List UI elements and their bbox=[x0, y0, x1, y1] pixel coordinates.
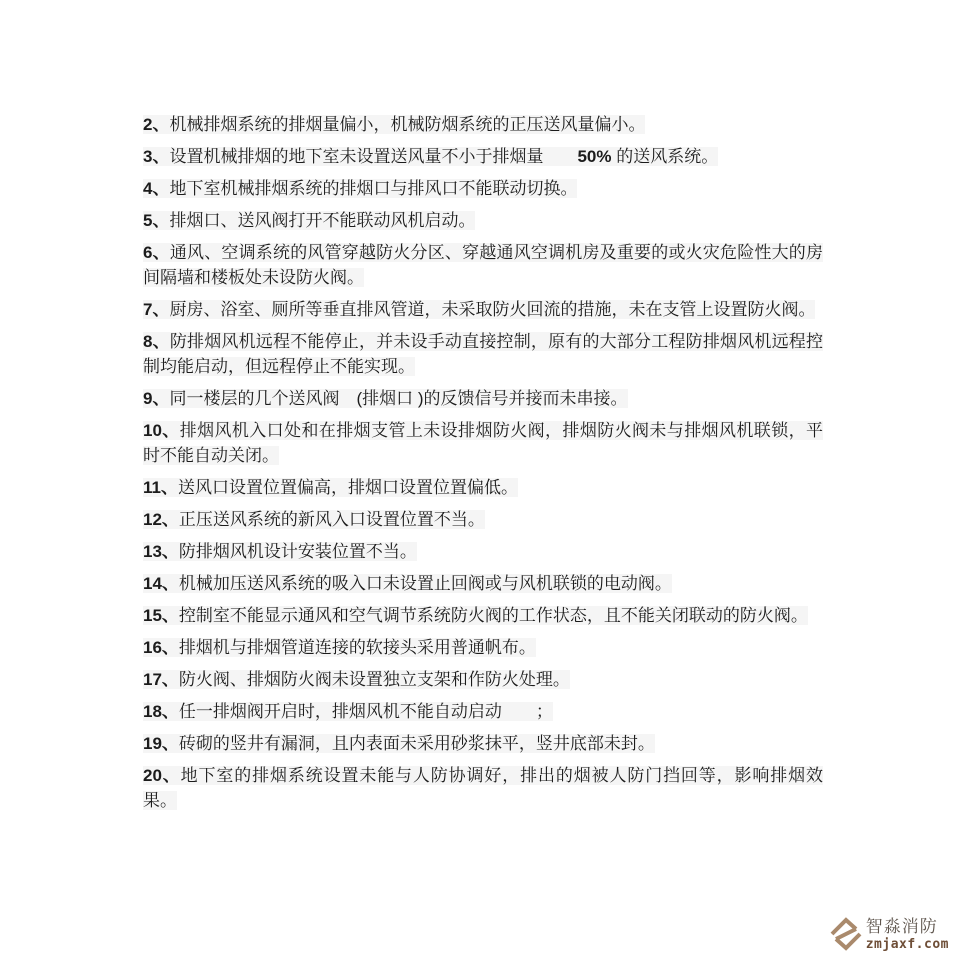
item-text: 的送风系统。 bbox=[611, 147, 719, 166]
list-item bbox=[143, 763, 823, 813]
defect-list bbox=[143, 112, 823, 820]
item-text: 排烟机与排烟管道连接的软接头采用普通帆布。 bbox=[178, 638, 536, 657]
item-number: 12、 bbox=[143, 510, 179, 529]
item-number: 9、 bbox=[143, 389, 170, 408]
item-number: 14、 bbox=[143, 574, 179, 593]
list-item bbox=[143, 240, 823, 290]
list-item-run bbox=[143, 510, 485, 529]
item-text: 地下室的排烟系统设置未能与人防协调好，排出的烟被人防门挡回等，影响排烟效果。 bbox=[143, 766, 823, 810]
item-text: 防排烟风机设计安装位置不当。 bbox=[178, 542, 417, 561]
list-item-run bbox=[143, 300, 815, 319]
item-number: 6、 bbox=[143, 243, 170, 262]
watermark-text bbox=[866, 918, 949, 951]
list-item bbox=[143, 667, 823, 692]
list-item-run bbox=[143, 670, 570, 689]
item-number: 18、 bbox=[143, 702, 179, 721]
list-item-run bbox=[143, 766, 823, 810]
list-item bbox=[143, 176, 823, 201]
item-text: 送风口设置位置偏高，排烟口设置位置偏低。 bbox=[177, 478, 518, 497]
list-item-run bbox=[143, 638, 536, 657]
item-number: 17、 bbox=[143, 670, 179, 689]
list-item bbox=[143, 539, 823, 564]
item-number: 8、 bbox=[143, 332, 170, 351]
list-item-run bbox=[143, 542, 417, 561]
list-item bbox=[143, 699, 823, 724]
item-number: 19、 bbox=[143, 734, 179, 753]
item-text: 机械加压送风系统的吸入口未设置止回阀或与风机联锁的电动阀。 bbox=[178, 574, 672, 593]
item-text: 排烟口、送风阀打开不能联动风机启动。 bbox=[169, 211, 476, 230]
item-number: 2、 bbox=[143, 115, 170, 134]
item-number: 20、 bbox=[143, 766, 181, 785]
item-number: 10、 bbox=[143, 421, 180, 440]
item-text: 任一排烟阀开启时，排烟风机不能自动启动 ； bbox=[178, 702, 553, 721]
list-item bbox=[143, 112, 823, 137]
item-text: 排烟风机入口处和在排烟支管上未设排烟防火阀，排烟防火阀未与排烟风机联锁，平时不能自动关闭。 bbox=[143, 421, 823, 465]
watermark bbox=[829, 915, 949, 953]
list-item bbox=[143, 144, 823, 169]
item-text: 通风、空调系统的风管穿越防火分区、穿越通风空调机房及重要的或火灾危险性大的房间隔墙和楼板处未设防火阀。 bbox=[143, 243, 823, 287]
item-number: 4、 bbox=[143, 179, 170, 198]
item-number: 16、 bbox=[143, 638, 179, 657]
list-item bbox=[143, 603, 823, 628]
watermark-brand: 智淼消防 bbox=[865, 916, 938, 936]
list-item bbox=[143, 507, 823, 532]
list-item-run bbox=[143, 389, 628, 408]
list-item bbox=[143, 418, 823, 468]
list-item bbox=[143, 731, 823, 756]
list-item bbox=[143, 386, 823, 411]
item-text: 地下室机械排烟系统的排烟口与排风口不能联动切换。 bbox=[169, 179, 578, 198]
item-text: 控制室不能显示通风和空气调节系统防火阀的工作状态，且不能关闭联动的防火阀。 bbox=[178, 606, 808, 625]
list-item bbox=[143, 635, 823, 660]
list-item-run bbox=[143, 332, 823, 376]
list-item-run bbox=[143, 574, 672, 593]
list-item bbox=[143, 475, 823, 500]
item-text: 设置机械排烟的地下室未设置送风量不小于排烟量 bbox=[169, 147, 578, 166]
item-text: 50% bbox=[577, 147, 612, 166]
item-text: 正压送风系统的新风入口设置位置不当。 bbox=[178, 510, 485, 529]
item-number: 7、 bbox=[143, 300, 170, 319]
item-number: 3、 bbox=[143, 147, 170, 166]
list-item bbox=[143, 329, 823, 379]
item-text: 同一楼层的几个送风阀 (排烟口 )的反馈信号并接而未串接。 bbox=[169, 389, 628, 408]
list-item-run bbox=[143, 211, 475, 230]
list-item bbox=[143, 297, 823, 322]
item-text: 厨房、浴室、厕所等垂直排风管道，未采取防火回流的措施，未在支管上设置防火阀。 bbox=[169, 300, 816, 319]
item-text: 机械排烟系统的排烟量偏小，机械防烟系统的正压送风量偏小。 bbox=[169, 115, 646, 134]
list-item bbox=[143, 571, 823, 596]
item-number: 5、 bbox=[143, 211, 170, 230]
list-item bbox=[143, 208, 823, 233]
list-item-run bbox=[143, 478, 518, 497]
item-number: 13、 bbox=[143, 542, 179, 561]
list-item-run bbox=[143, 606, 808, 625]
list-item-run bbox=[143, 421, 823, 465]
item-text: 防排烟风机远程不能停止，并未设手动直接控制，原有的大部分工程防排烟风机远程控制均能启动，但远程停止不能实现。 bbox=[143, 332, 823, 376]
list-item-run bbox=[143, 702, 553, 721]
list-item-run bbox=[143, 179, 577, 198]
list-item-run bbox=[143, 243, 823, 287]
list-item-run bbox=[143, 147, 718, 166]
brand-logo-icon bbox=[829, 915, 863, 953]
item-text: 防火阀、排烟防火阀未设置独立支架和作防火处理。 bbox=[178, 670, 570, 689]
list-item-run bbox=[143, 734, 655, 753]
item-text: 砖砌的竖井有漏洞，且内表面未采用砂浆抹平，竖井底部未封。 bbox=[178, 734, 655, 753]
item-number: 11、 bbox=[143, 478, 178, 497]
item-number: 15、 bbox=[143, 606, 179, 625]
watermark-domain: zmjaxf.com bbox=[865, 936, 949, 952]
list-item-run bbox=[143, 115, 645, 134]
